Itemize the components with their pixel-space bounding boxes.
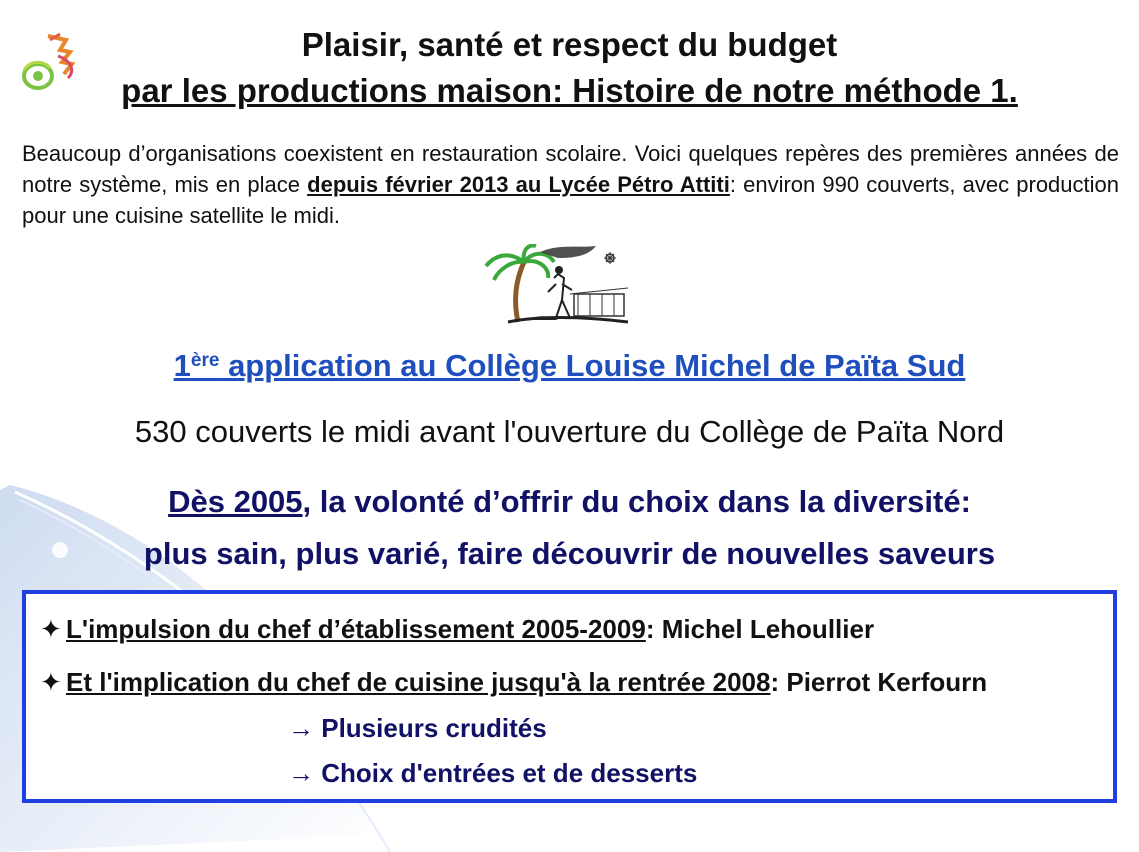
intro-emphasis: depuis février 2013 au Lycée Pétro Attiti bbox=[307, 172, 730, 197]
arrow-right-icon: → bbox=[288, 713, 314, 743]
des-2005-heading bbox=[0, 476, 1139, 580]
sub-item-1-text: Plusieurs crudités bbox=[321, 713, 547, 743]
des-year: Dès 2005 bbox=[168, 484, 303, 519]
first-application-heading bbox=[0, 348, 1139, 384]
star-bullet-icon: ✦ bbox=[40, 667, 62, 697]
intro-text-end: : environ 990 couverts, avec production pour une cuisine satellite le midi. bbox=[22, 172, 1119, 228]
palm-tree-school-illustration bbox=[478, 244, 636, 328]
des-rest: , la volonté d’offrir du choix dans la diversité: bbox=[302, 484, 971, 519]
page-subtitle: par les productions maison: Histoire de notre méthode 1. bbox=[121, 72, 1018, 109]
bullet-item-1 bbox=[40, 614, 874, 645]
arrow-right-icon: → bbox=[288, 758, 314, 788]
sub-item-2 bbox=[288, 758, 697, 789]
des-line-2: plus sain, plus varié, faire découvrir de nouvelles saveurs bbox=[143, 536, 996, 571]
application-text: application au Collège Louise Michel de Païta Sud bbox=[219, 348, 966, 383]
application-superscript: ère bbox=[190, 350, 220, 371]
intro-text-start: Beaucoup d’organisations coexistent en restauration scolaire. Voici quelques repères des premières années de notre système, mis en place bbox=[22, 141, 1119, 197]
sub-item-1 bbox=[288, 713, 547, 744]
des-line-1 bbox=[0, 476, 1139, 528]
bullet-item-1-rest: : Michel Lehoullier bbox=[645, 614, 875, 644]
application-number: 1 bbox=[173, 348, 191, 383]
star-bullet-icon: ✦ bbox=[40, 614, 62, 644]
bullet-item-2-rest: : Pierrot Kerfourn bbox=[770, 667, 988, 697]
sub-item-2-text: Choix d'entrées et de desserts bbox=[321, 758, 698, 788]
intro-paragraph bbox=[22, 138, 1119, 231]
bullet-item-2-underlined: Et l'implication du chef de cuisine jusqu'à la rentrée 2008 bbox=[66, 667, 771, 697]
bullet-item-2 bbox=[40, 667, 987, 698]
page-title: Plaisir, santé et respect du budget bbox=[301, 26, 838, 63]
couverts-line: 530 couverts le midi avant l'ouverture du Collège de Païta Nord bbox=[134, 414, 1005, 449]
highlight-box bbox=[22, 590, 1117, 803]
bullet-item-1-underlined: L'impulsion du chef d’établissement 2005-2009 bbox=[66, 614, 646, 644]
